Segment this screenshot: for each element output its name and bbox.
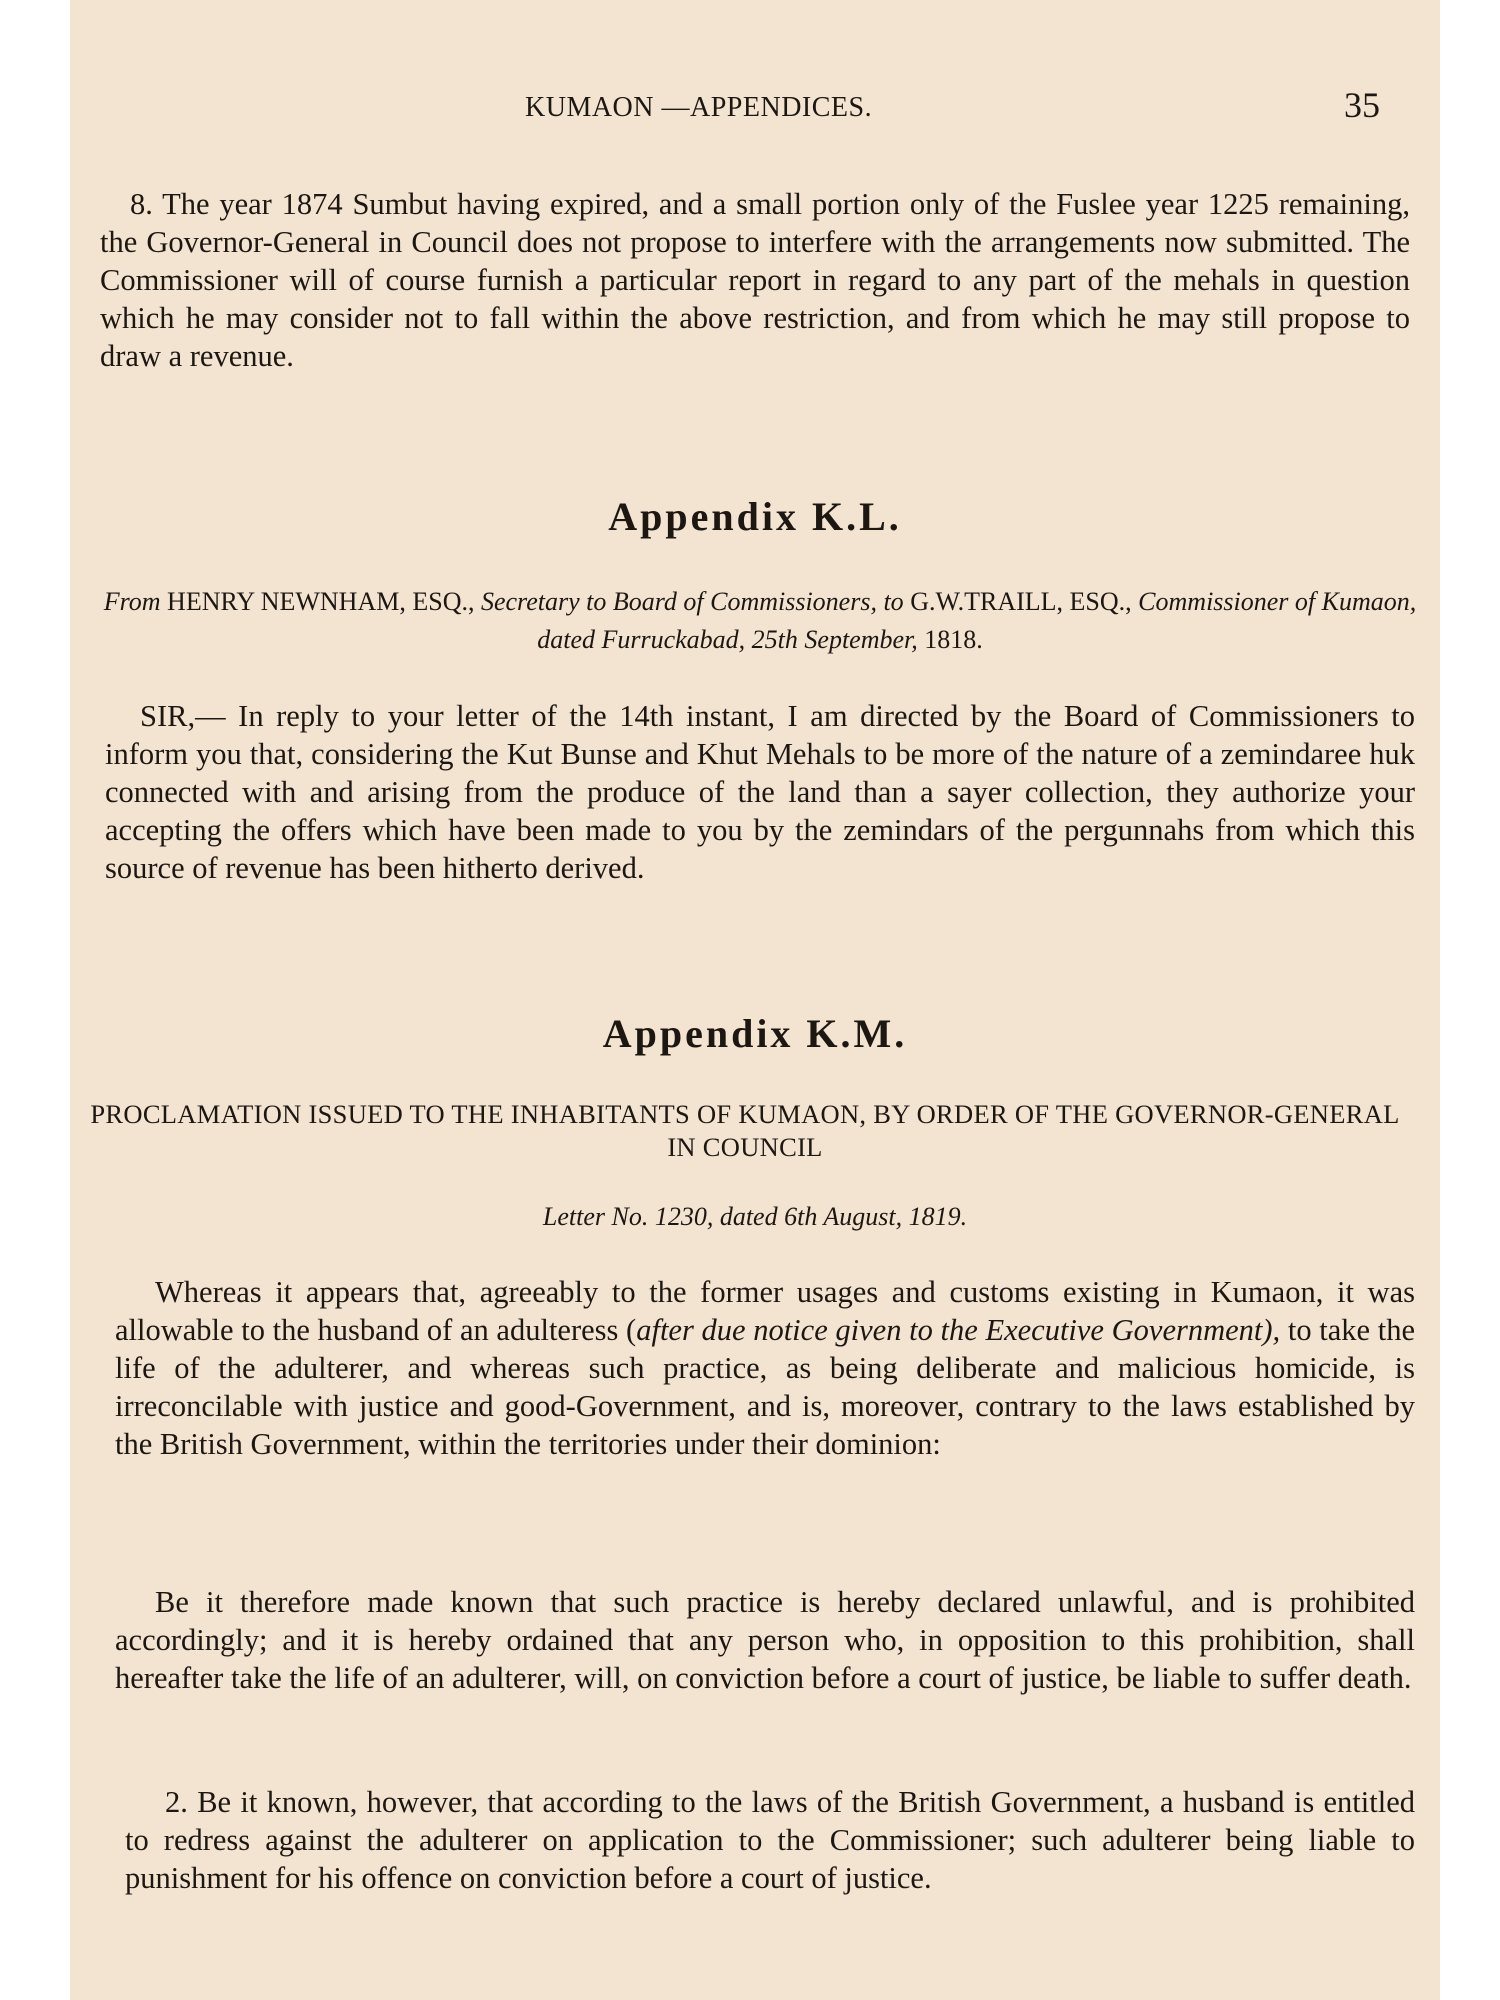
whereas-text-end: to take the life of the adulterer, and whereas such practice, as being deliberate and malicious homicide, is irreconcilable with justice and good-Government, and is, moreover, contrary to the laws established by the British Government, within the territories under their dominion:: [115, 1313, 1415, 1461]
sender-name: HENRY NEWNHAM, ESQ.,: [167, 587, 475, 616]
document-page: [70, 0, 1440, 2000]
paragraph-2: 2. Be it known, however, that according to the laws of the British Government, a husband is entitled to redress against the adulterer on application to the Commissioner; such adulterer being liable to punishment for his offence on conviction before a court of justice.: [125, 1785, 1415, 1895]
recipient-name: G.W.TRAILL, ESQ.,: [910, 587, 1132, 616]
appendix-km-heading: Appendix K.M.: [602, 1011, 908, 1056]
letter-reference: Letter No. 1230, dated 6th August, 1819.: [542, 1202, 968, 1231]
letter-year: 1818.: [924, 625, 983, 654]
whereas-italic-clause: after due notice given to the Executive Government),: [636, 1313, 1281, 1347]
salutation: SIR,—: [140, 699, 226, 733]
sender-title: Secretary to Board of Commissioners, to: [480, 587, 904, 616]
page-number: 35: [1344, 85, 1380, 125]
appendix-kl-letter-body: [105, 697, 1415, 887]
recipient-title: Commissioner of Kumaon, dated Furruckabad, 25th September,: [537, 587, 1417, 654]
page-header: [70, 85, 1440, 132]
letter-body-text: In reply to your letter of the 14th instant, I am directed by the Board of Commissioners to inform you that, considering the Kut Bunse and Khut Mehals to be more of the nature of a zemindaree huk connected with and arising from the produce of the land than a sayer collection, they authorize your accepting the offers which have been made to you by the zemindars of the pergunnahs from which this source of revenue has been hitherto derived.: [105, 699, 1415, 885]
be-it-known-paragraph: Be it therefore made known that such practice is hereby declared unlawful, and is prohibited accordingly; and it is hereby ordained that any person who, in opposition to this prohibition, shall hereafter take the life of an adulterer, will, on conviction before a court of justice, be liable to suffer death.: [115, 1585, 1415, 1695]
running-title: KUMAON —APPENDICES.: [525, 92, 873, 123]
from-label: From: [103, 587, 161, 616]
whereas-paragraph: [115, 1273, 1415, 1463]
whereas-text-start: Whereas it appears that, agreeably to the former usages and customs existing in Kumaon, it was allowable to the husband of an adulteress (: [115, 1275, 1415, 1347]
proclamation-title: PROCLAMATION ISSUED TO THE INHABITANTS OF KUMAON, BY ORDER OF THE GOVERNOR-GENERAL IN COUNCIL: [90, 1099, 1400, 1162]
appendix-kl-heading: Appendix K.L.: [608, 494, 902, 539]
paragraph-8: 8. The year 1874 Sumbut having expired, and a small portion only of the Fuslee year 1225 remaining, the Governor-General in Council does not propose to interfere with the arrangements now submitted. The Commissioner will of course furnish a particular report in regard to any part of the mehals in question which he may consider not to fall within the above restriction, and from which he may still propose to draw a revenue.: [100, 187, 1410, 373]
appendix-kl-from-line: [100, 583, 1420, 659]
